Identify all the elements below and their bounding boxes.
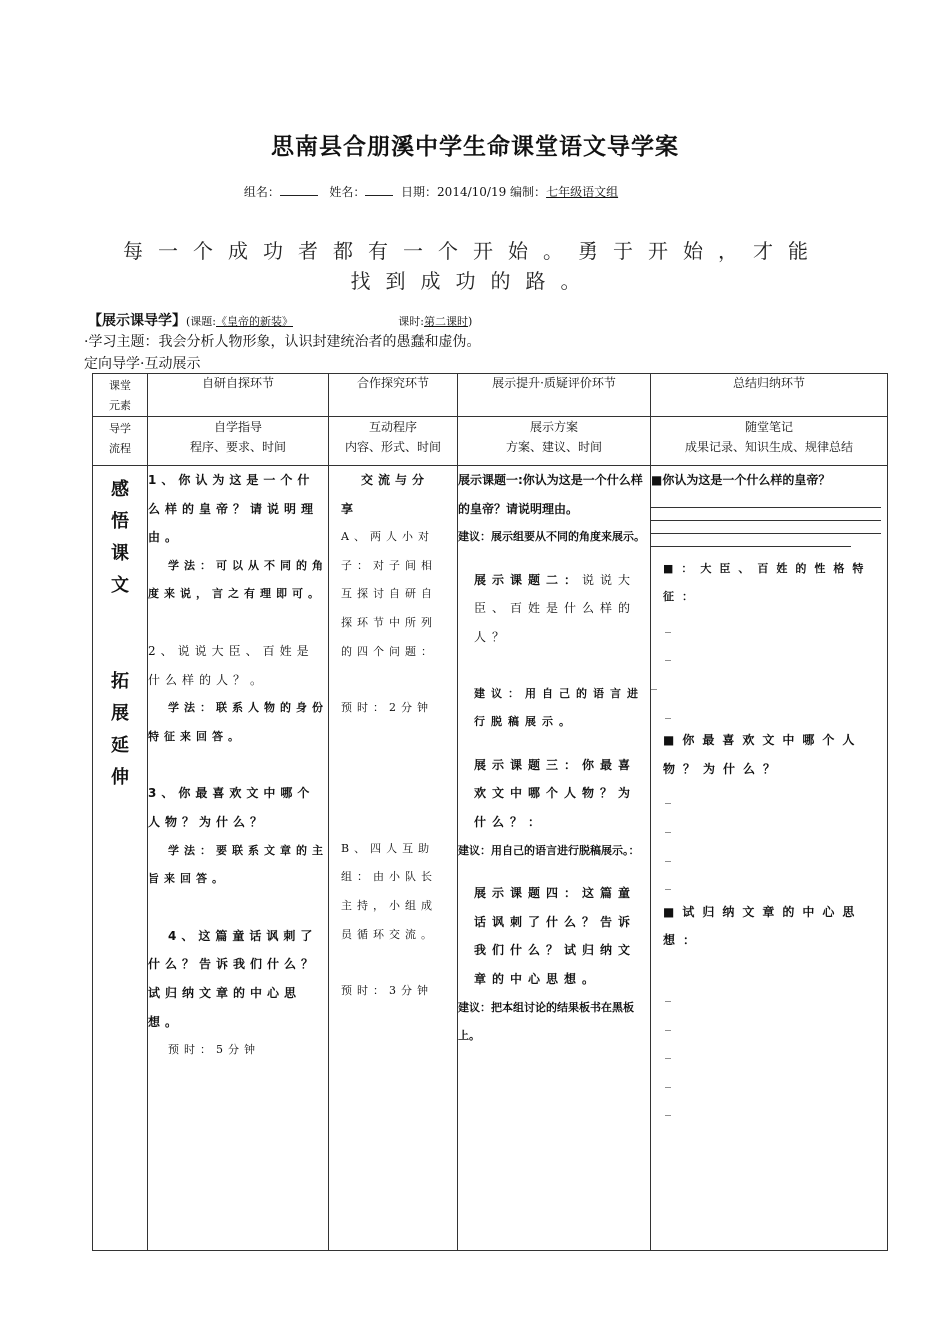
presentation-cell [458, 466, 651, 1251]
table-body-row [93, 466, 888, 1251]
answer-line[interactable] [651, 495, 881, 508]
topic-2-body: 说说大臣、百姓是什么样的人？ [474, 572, 637, 644]
note-2-blank[interactable]: _ [665, 647, 671, 662]
question-2: 2、说说大臣、百姓是什么样的人？。 [148, 643, 314, 687]
date-value: 2014/10/19 [437, 185, 507, 199]
subheader-col2-title: 互动程序 [368, 420, 417, 434]
note-3-blank[interactable]: _ [665, 847, 671, 862]
stage1-char: 悟 [111, 511, 129, 532]
answer-line[interactable] [651, 534, 851, 547]
info-line [0, 183, 862, 200]
learning-theme: ·学习主题：我会分析人物形象，认识封建统治者的愚蠢和虚伪。 [84, 334, 481, 350]
suggestion-1: 建议：展示组要从不同的角度来展示。 [458, 530, 645, 544]
suggestion-3: 建议：用自己的语言进行脱稿展示。： [458, 843, 640, 857]
subheader-col2 [329, 417, 458, 466]
motto-line-2: 找到成功的路。 [350, 269, 596, 293]
editor-label: 编制： [510, 185, 547, 199]
subheader-col1-title: 自学指导 [213, 420, 262, 434]
stage2-char: 延 [111, 735, 129, 756]
note-4-blank[interactable]: _ [665, 1073, 671, 1088]
question-1: 1、你认为这是一个什么样的皇帝？请说明理由。 [148, 473, 319, 545]
note-2-blank[interactable]: _ [665, 618, 671, 633]
pair-discussion: A、两人小对子：对子间相互探讨自研自探环节中所列的四个问题： [341, 530, 437, 658]
topic-1: 展示课题一:你认为这是一个什么样的皇帝？请说明理由。 [458, 473, 643, 516]
corner-label-a: 课堂 [109, 379, 131, 392]
method-1: 学法：可以从不同的角度来说，言之有理即可。 [148, 558, 328, 601]
stage2-char: 拓 [111, 671, 129, 692]
note-4-blank[interactable]: _ [665, 1016, 671, 1031]
topic-value: 《皇帝的新装》 [216, 315, 293, 328]
corner-cell-top [93, 374, 148, 417]
corner-label-d: 流程 [109, 442, 131, 455]
group-time: 预时：3分钟 [341, 984, 433, 998]
stage1-char: 感 [111, 479, 129, 500]
group-label: 组名： [243, 185, 280, 199]
topic-2 [458, 566, 650, 652]
group-blank[interactable] [280, 184, 318, 196]
subheader-col3-desc: 方案、建议、时间 [505, 440, 602, 454]
subheader-col4-desc: 成果记录、知识生成、规律总结 [684, 440, 853, 454]
group-discussion: B、四人互助组：由小队长主持，小组成员循环交流。 [341, 841, 437, 941]
header-col2: 合作探究环节 [329, 374, 458, 417]
note-2-blank[interactable]: _ [651, 675, 657, 690]
course-heading: 【展示课导学】 [88, 313, 186, 329]
time-4: 预时：5分钟 [168, 1043, 260, 1057]
stage-label-cell [93, 466, 148, 1251]
corner-label-c: 导学 [109, 422, 131, 435]
subheader-col1 [148, 417, 329, 466]
note-3-blank[interactable]: _ [665, 818, 671, 833]
subheader-col3-title: 展示方案 [529, 420, 578, 434]
question-3: 3、你最喜欢文中哪个人物？为什么？ [148, 786, 315, 829]
period-label: 课时: [398, 315, 424, 328]
answer-line[interactable] [651, 521, 881, 534]
topic-4: 展示课题四：这篇童话讽刺了什么？告诉我们什么？试归纳文章的中心思想。 [474, 886, 637, 986]
header-col1: 自研自探环节 [148, 374, 329, 417]
self-study-cell [148, 466, 329, 1251]
table-subheader-row [93, 417, 888, 466]
motto [88, 236, 858, 296]
subheader-col1-desc: 程序、要求、时间 [189, 440, 286, 454]
name-blank[interactable] [365, 184, 393, 196]
course-close: ) [468, 315, 473, 328]
header-col4: 总结归纳环节 [651, 374, 888, 417]
corner-cell-bottom [93, 417, 148, 466]
subheader-col3 [458, 417, 651, 466]
note-2-blank[interactable]: _ [665, 704, 671, 719]
date-label: 日期： [401, 185, 438, 199]
note-4-blank[interactable]: _ [665, 987, 671, 1002]
lesson-table [92, 373, 888, 1251]
editor-value: 七年级语文组 [546, 185, 619, 199]
notes-cell [651, 466, 888, 1251]
stage1-char: 文 [111, 575, 129, 596]
note-3-blank[interactable]: _ [665, 876, 671, 891]
name-label: 姓名： [329, 185, 366, 199]
note-4-blank[interactable]: _ [665, 1045, 671, 1060]
note-4: ■试归纳文章的中心思想： [663, 904, 863, 948]
stage1-char: 课 [111, 543, 129, 564]
topic-label: (课题: [186, 315, 216, 328]
stage2-char: 伸 [111, 767, 129, 788]
subheader-col4-title: 随堂笔记 [744, 420, 793, 434]
page-title: 思南县合朋溪中学生命课堂语文导学案 [271, 134, 679, 160]
question-4: 4、这篇童话讽刺了什么？告诉我们什么？试归纳文章的中心思想。 [148, 928, 319, 1029]
header-col3: 展示提升·质疑评价环节 [458, 374, 651, 417]
motto-line-1: 每一个成功者都有一个开始。勇于开始，才能 [123, 239, 823, 263]
note-3: ■你最喜欢文中哪个人物？为什么？ [663, 733, 863, 776]
corner-label-b: 元素 [109, 399, 131, 412]
stage2-char: 展 [111, 703, 129, 724]
cooperation-cell [329, 466, 458, 1251]
guide-heading: 定向导学·互动展示 [84, 356, 201, 372]
method-3: 学法：要联系文章的主旨来回答。 [148, 843, 328, 886]
topic-2-head: 展示课题二： [474, 572, 583, 587]
topic-3: 展示课题三：你最喜欢文中哪个人物？为什么？： [474, 757, 637, 829]
subheader-col4 [651, 417, 888, 466]
note-4-blank[interactable]: _ [665, 1102, 671, 1117]
course-line [88, 310, 472, 330]
note-3-blank[interactable]: _ [665, 790, 671, 805]
note-1: ■你认为这是一个什么样的皇帝？ [651, 473, 831, 487]
answer-line[interactable] [651, 508, 881, 521]
suggestion-4: 建议：把本组讨论的结果板书在黑板上。 [458, 1000, 634, 1043]
table-header-row [93, 374, 888, 417]
note-2: ■：大臣、百姓的性格特征： [663, 561, 872, 604]
cooperation-heading: 交流与分享 [341, 473, 430, 516]
period-value: 第二课时 [424, 315, 468, 328]
pair-time: 预时：2分钟 [341, 701, 433, 715]
suggestion-2: 建议：用自己的语言进行脱稿展示。 [474, 686, 644, 729]
method-2: 学法：联系人物的身份特征来回答。 [148, 701, 328, 743]
subheader-col2-desc: 内容、形式、时间 [344, 440, 441, 454]
